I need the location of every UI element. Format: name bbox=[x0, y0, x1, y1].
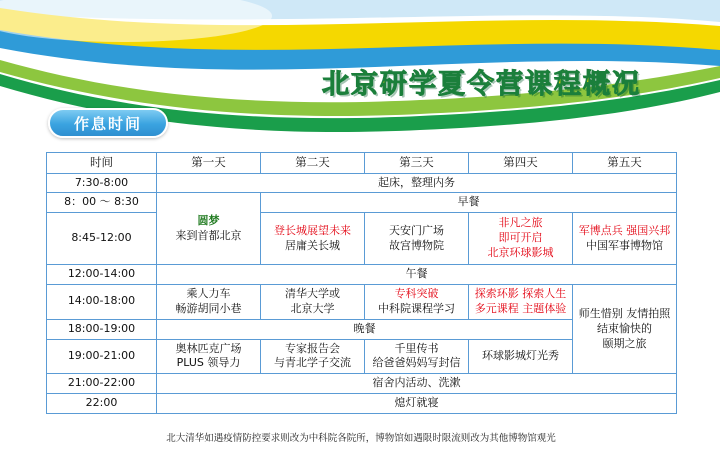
cell-day4-afternoon bbox=[469, 285, 573, 320]
cell-day3-afternoon bbox=[365, 285, 469, 320]
cell-day2-evening bbox=[261, 339, 365, 374]
cell-day3-evening bbox=[365, 339, 469, 374]
cell-day5-farewell-line2: 结束愉快的 bbox=[597, 321, 652, 335]
table-row bbox=[47, 193, 677, 213]
cell-day4-morning-line2: 即可开启 bbox=[498, 231, 543, 245]
cell-day5-morning bbox=[573, 213, 677, 265]
table-row bbox=[47, 173, 677, 193]
column-header-day3: 第三天 bbox=[365, 153, 469, 174]
page-title: 北京研学夏令营课程概况 bbox=[322, 69, 641, 100]
table-footnote: 北大清华如遇疫情防控要求则改为中科院各院所，博物馆如遇限时限流则改为其他博物馆观光 bbox=[166, 433, 556, 444]
cell-day5-farewell bbox=[573, 285, 677, 374]
cell-day2-morning bbox=[261, 213, 365, 265]
cell-day3-morning-line1: 天安门广场 bbox=[389, 223, 444, 237]
cell-day1-theme bbox=[157, 193, 261, 265]
cell-day2-afternoon bbox=[261, 285, 365, 320]
table-row bbox=[47, 213, 677, 265]
cell-time: 22:00 bbox=[47, 394, 157, 414]
cell-day1-afternoon-line2: 畅游胡同小巷 bbox=[175, 301, 242, 315]
cell-time: 18:00-19:00 bbox=[47, 319, 157, 339]
cell-day5-farewell-line1: 师生惜别 友情拍照 bbox=[578, 306, 671, 320]
cell-day5-morning-line1: 军博点兵 强国兴邦 bbox=[578, 223, 671, 237]
cell-merged-wakeup: 起床，整理内务 bbox=[157, 173, 677, 193]
cell-day3-evening-line1: 千里传书 bbox=[394, 341, 439, 355]
cell-day1-evening bbox=[157, 339, 261, 374]
cell-day2-evening-line2: 与青北学子交流 bbox=[274, 356, 351, 370]
cell-time: 8：00 ～ 8:30 bbox=[47, 193, 157, 213]
cell-day4-afternoon-line1: 探索环影 探索人生 bbox=[474, 287, 567, 301]
column-header-day4: 第四天 bbox=[469, 153, 573, 174]
cell-day2-afternoon-line2: 北京大学 bbox=[290, 301, 335, 315]
table-header-row bbox=[47, 153, 677, 174]
column-header-day5: 第五天 bbox=[573, 153, 677, 174]
cell-merged-breakfast: 早餐 bbox=[261, 193, 677, 213]
section-badge-schedule: 作息时间 bbox=[48, 108, 168, 138]
cell-day5-morning-line2: 中国军事博物馆 bbox=[586, 238, 663, 252]
cell-day1-evening-line1: 奥林匹克广场 bbox=[175, 341, 242, 355]
cell-day5-farewell-line3: 颐期之旅 bbox=[602, 336, 647, 350]
cell-day4-morning-line3: 北京环球影城 bbox=[487, 246, 554, 260]
cell-day4-morning-line1: 非凡之旅 bbox=[498, 216, 543, 230]
cell-day2-morning-line1: 登长城展望未来 bbox=[274, 223, 351, 237]
column-header-day2: 第二天 bbox=[261, 153, 365, 174]
cell-day1-evening-line2: PLUS 领导力 bbox=[176, 356, 241, 370]
cell-time: 14:00-18:00 bbox=[47, 285, 157, 320]
cell-day1-afternoon bbox=[157, 285, 261, 320]
cell-day1-afternoon-line1: 乘人力车 bbox=[186, 287, 231, 301]
cell-day3-afternoon-line1: 专科突破 bbox=[394, 287, 439, 301]
cell-day1-theme-line2: 来到首都北京 bbox=[175, 228, 242, 242]
cell-merged-dorm: 宿舍内活动、洗漱 bbox=[157, 374, 677, 394]
cell-time: 21:00-22:00 bbox=[47, 374, 157, 394]
cell-time: 8:45-12:00 bbox=[47, 213, 157, 265]
column-header-time: 时间 bbox=[47, 153, 157, 174]
cell-merged-lunch: 午餐 bbox=[157, 265, 677, 285]
cell-day4-afternoon-line2: 多元课程 主题体验 bbox=[474, 301, 567, 315]
cell-day4-morning bbox=[469, 213, 573, 265]
cell-day2-afternoon-line1: 清华大学或 bbox=[285, 287, 340, 301]
schedule-table bbox=[46, 152, 677, 414]
cell-day1-theme-line1: 圆梦 bbox=[197, 213, 220, 227]
cell-day4-evening-line1: 环球影城灯光秀 bbox=[482, 349, 559, 362]
cell-day3-evening-line2: 给爸爸妈妈写封信 bbox=[372, 356, 461, 370]
cell-day2-evening-line1: 专家报告会 bbox=[285, 341, 340, 355]
column-header-day1: 第一天 bbox=[157, 153, 261, 174]
table-row bbox=[47, 394, 677, 414]
table-row bbox=[47, 285, 677, 320]
table-row bbox=[47, 265, 677, 285]
table-row bbox=[47, 374, 677, 394]
cell-day3-morning bbox=[365, 213, 469, 265]
cell-time: 7:30-8:00 bbox=[47, 173, 157, 193]
cell-merged-lightsout: 熄灯就寝 bbox=[157, 394, 677, 414]
cell-day3-morning-line2: 故宫博物院 bbox=[389, 238, 444, 252]
cell-day3-afternoon-line2: 中科院课程学习 bbox=[378, 301, 455, 315]
cell-merged-dinner: 晚餐 bbox=[157, 319, 573, 339]
cell-day4-evening bbox=[469, 339, 573, 374]
cell-day2-morning-line2: 居庸关长城 bbox=[285, 238, 340, 252]
cell-time: 19:00-21:00 bbox=[47, 339, 157, 374]
cell-time: 12:00-14:00 bbox=[47, 265, 157, 285]
